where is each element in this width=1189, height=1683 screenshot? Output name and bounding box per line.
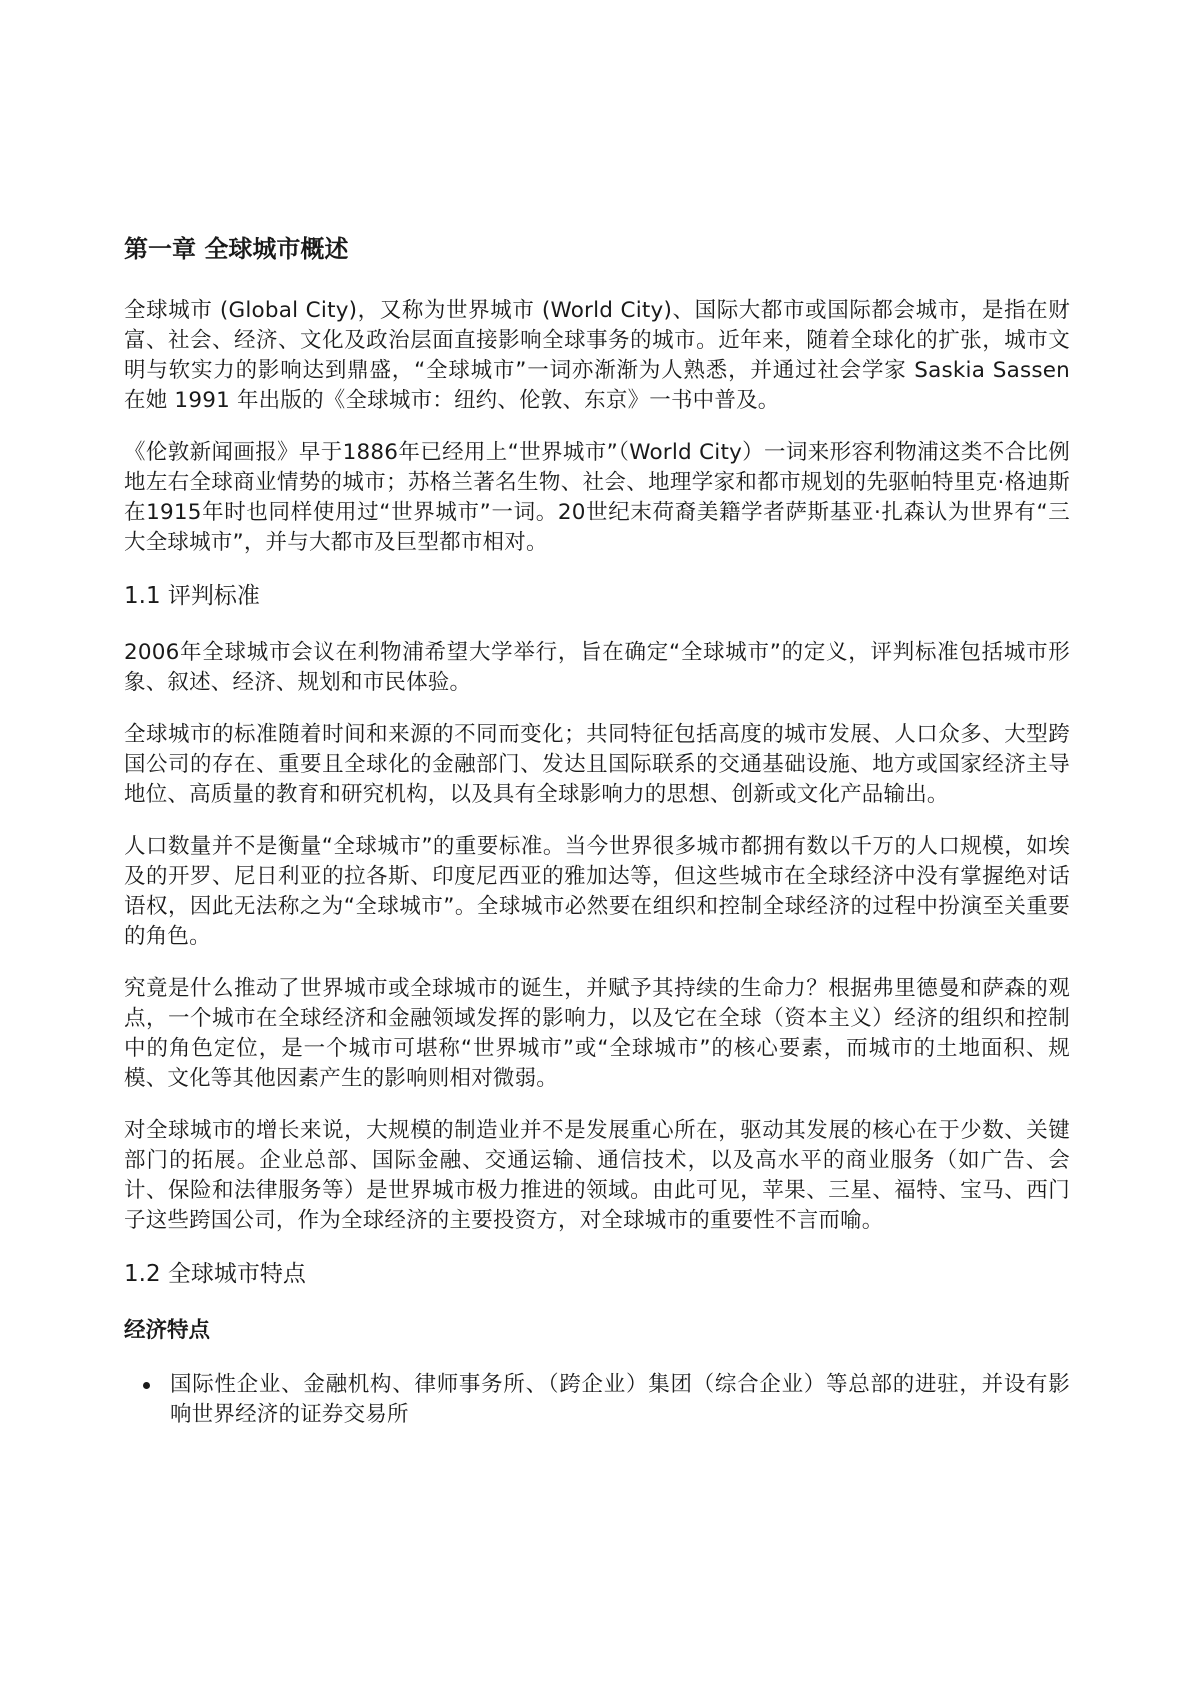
document-page [124, 232, 1070, 1430]
section-title-1-2: 1.2 全球城市特点 [124, 1261, 306, 1287]
bullet-list [124, 1370, 1070, 1430]
section-title-1-1: 1.1 评判标准 [124, 583, 260, 609]
paragraph: 《伦敦新闻画报》早于1886年已经用上“世界城市”（World City）一词来形容利物浦这类不合比例地左右全球商业情势的城市；苏格兰著名生物、社会、地理学家和都市规划的先驱帕特里克·格迪斯在1915年时也同样使用过“世界城市”一词。20世纪末荷裔美籍学者萨斯基亚·扎森认为世界有“三大全球城市”，并与大都市及巨型都市相对。 [124, 440, 1070, 555]
paragraph: 对全球城市的增长来说，大规模的制造业并不是发展重心所在，驱动其发展的核心在于少数、关键部门的拓展。企业总部、国际金融、交通运输、通信技术，以及高水平的商业服务（如广告、会计、保险和法律服务等）是世界城市极力推进的领域。由此可见，苹果、三星、福特、宝马、西门子这些跨国公司，作为全球经济的主要投资方，对全球城市的重要性不言而喻。 [124, 1118, 1070, 1233]
list-item [124, 1370, 1070, 1430]
chapter-title: 第一章 全球城市概述 [124, 235, 349, 263]
paragraph: 究竟是什么推动了世界城市或全球城市的诞生，并赋予其持续的生命力？根据弗里德曼和萨森的观点，一个城市在全球经济和金融领域发挥的影响力，以及它在全球（资本主义）经济的组织和控制中的角色定位，是一个城市可堪称“世界城市”或“全球城市”的核心要素，而城市的土地面积、规模、文化等其他因素产生的影响则相对微弱。 [124, 976, 1070, 1091]
subsection-title-economic: 经济特点 [124, 1318, 211, 1343]
bullet-dot-icon [143, 1382, 150, 1389]
paragraph: 全球城市的标准随着时间和来源的不同而变化；共同特征包括高度的城市发展、人口众多、大型跨国公司的存在、重要且全球化的金融部门、发达且国际联系的交通基础设施、地方或国家经济主导地位、高质量的教育和研究机构，以及具有全球影响力的思想、创新或文化产品输出。 [124, 722, 1070, 807]
list-item-text: 国际性企业、金融机构、律师事务所、（跨企业）集团（综合企业）等总部的进驻，并设有影响世界经济的证券交易所 [170, 1372, 1070, 1427]
paragraph: 人口数量并不是衡量“全球城市”的重要标准。当今世界很多城市都拥有数以千万的人口规模，如埃及的开罗、尼日利亚的拉各斯、印度尼西亚的雅加达等，但这些城市在全球经济中没有掌握绝对话语权，因此无法称之为“全球城市”。全球城市必然要在组织和控制全球经济的过程中扮演至关重要的角色。 [124, 834, 1070, 949]
paragraph: 全球城市 (Global City)，又称为世界城市 (World City)、国际大都市或国际都会城市，是指在财富、社会、经济、文化及政治层面直接影响全球事务的城市。近年来，随着全球化的扩张，城市文明与软实力的影响达到鼎盛，“全球城市”一词亦渐渐为人熟悉，并通过社会学家 Saskia Sassen 在她 1991 年出版的《全球城市：纽约、伦敦、东京》一书中普及。 [124, 298, 1070, 413]
paragraph: 2006年全球城市会议在利物浦希望大学举行，旨在确定“全球城市”的定义，评判标准包括城市形象、叙述、经济、规划和市民体验。 [124, 640, 1070, 695]
